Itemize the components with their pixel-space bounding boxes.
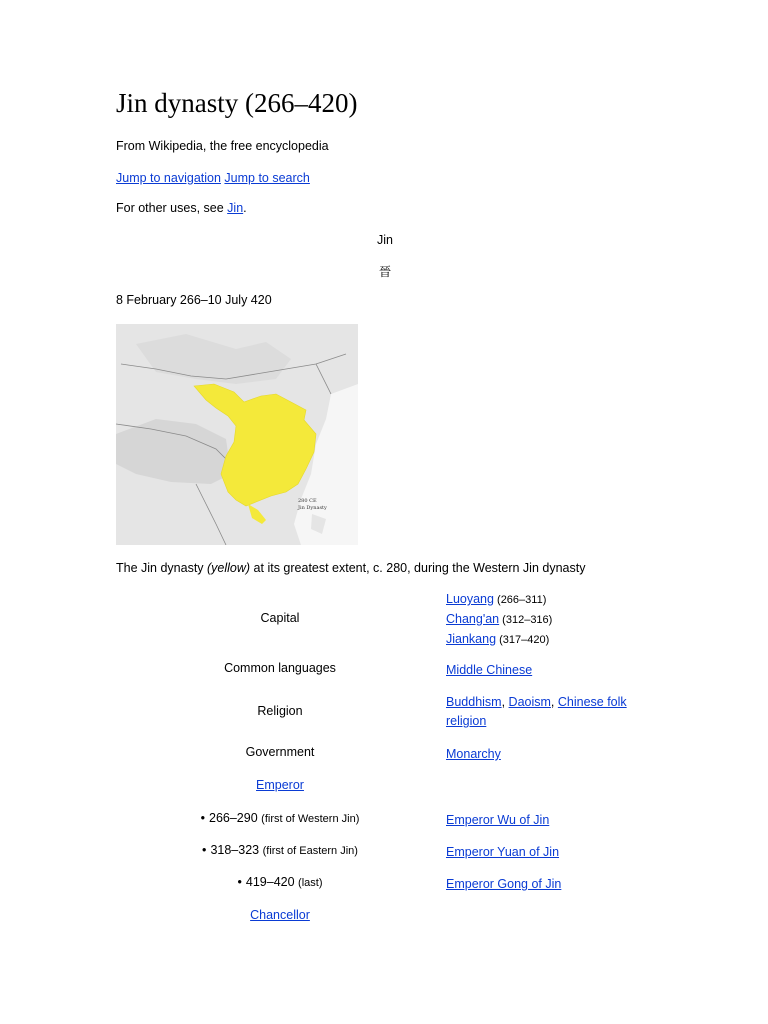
emperor-link[interactable]: Emperor [256,778,304,792]
languages-label: Common languages [224,661,336,675]
religion-label: Religion [257,704,303,718]
emperor-2-term [116,843,444,857]
chancellor-link[interactable]: Chancellor [250,908,310,922]
buddhism-link[interactable]: Buddhism [446,695,502,709]
infobox-name-chinese: 晉 [378,265,392,279]
emperor-gong-link[interactable]: Emperor Gong of Jin [446,877,562,891]
emperor-1-years: 266–290 [209,811,258,825]
map-caption-suffix: at its greatest extent, c. 280, during the Western Jin dynasty [250,561,586,575]
religion-separator-2: , [550,695,558,709]
emperor-wu-link[interactable]: Emperor Wu of Jin [446,813,550,827]
luoyang-link[interactable]: Luoyang [446,592,494,606]
languages-value [446,661,646,680]
tagline: From Wikipedia, the free encyclopedia [116,139,329,153]
jin-disambiguation-link[interactable]: Jin [227,201,244,215]
map-caption-italic: (yellow) [207,561,251,575]
map-caption [116,561,585,575]
changan-link[interactable]: Chang'an [446,612,500,626]
capital-city-changan [446,610,646,630]
capital-value [446,590,646,650]
map-caption-prefix: The Jin dynasty [116,561,208,575]
emperor-yuan-link[interactable]: Emperor Yuan of Jin [446,845,560,859]
jump-to-navigation-link[interactable]: Jump to navigation [116,171,221,185]
map-graphic [116,324,358,545]
chancellor-header [116,908,444,922]
emperor-2-years: 318–323 [210,843,260,857]
map-label-name: Jin Dynasty [298,505,327,511]
religion-value [446,693,641,731]
chinese-folk-religion-link[interactable]: Chinese folk religion [446,695,627,728]
jiankang-link[interactable]: Jiankang [446,632,497,646]
emperor-1-value [446,811,646,830]
emperor-header [116,778,444,792]
capital-label: Capital [260,611,300,625]
emperor-2-note: (first of Eastern Jin) [262,845,358,857]
hatnote [116,201,247,215]
capital-city-luoyang [446,590,646,610]
emperor-1-term [116,811,444,825]
bullet-icon: • [202,843,207,857]
emperor-1-note: (first of Western Jin) [261,813,360,825]
hatnote-suffix: . [243,201,247,215]
capital-city-jiankang [446,630,646,650]
infobox-dates: 8 February 266–10 July 420 [116,293,272,307]
jump-to-search-link[interactable]: Jump to search [224,171,310,185]
middle-chinese-link[interactable]: Middle Chinese [446,663,533,677]
bullet-icon: • [237,875,242,889]
bullet-icon: • [200,811,205,825]
daoism-link[interactable]: Daoism [508,695,551,709]
emperor-3-term [116,875,444,889]
emperor-2-value [446,843,646,862]
emperor-3-years: 419–420 [245,875,295,889]
government-value [446,745,646,764]
emperor-3-note: (last) [298,877,323,889]
monarchy-link[interactable]: Monarchy [446,747,501,761]
territory-map[interactable] [116,324,358,545]
map-label-year: 280 CE [298,498,317,504]
hatnote-prefix: For other uses, see [116,201,228,215]
jump-links [116,171,310,185]
luoyang-years: (266–311) [493,594,547,606]
emperor-3-value [446,875,646,894]
government-label: Government [245,745,315,759]
religion-separator-1: , [501,695,509,709]
infobox-name-latin: Jin [377,233,393,247]
changan-years: (312–316) [499,614,553,626]
jiankang-years: (317–420) [496,634,550,646]
page-title: Jin dynasty (266–420) [116,88,358,118]
